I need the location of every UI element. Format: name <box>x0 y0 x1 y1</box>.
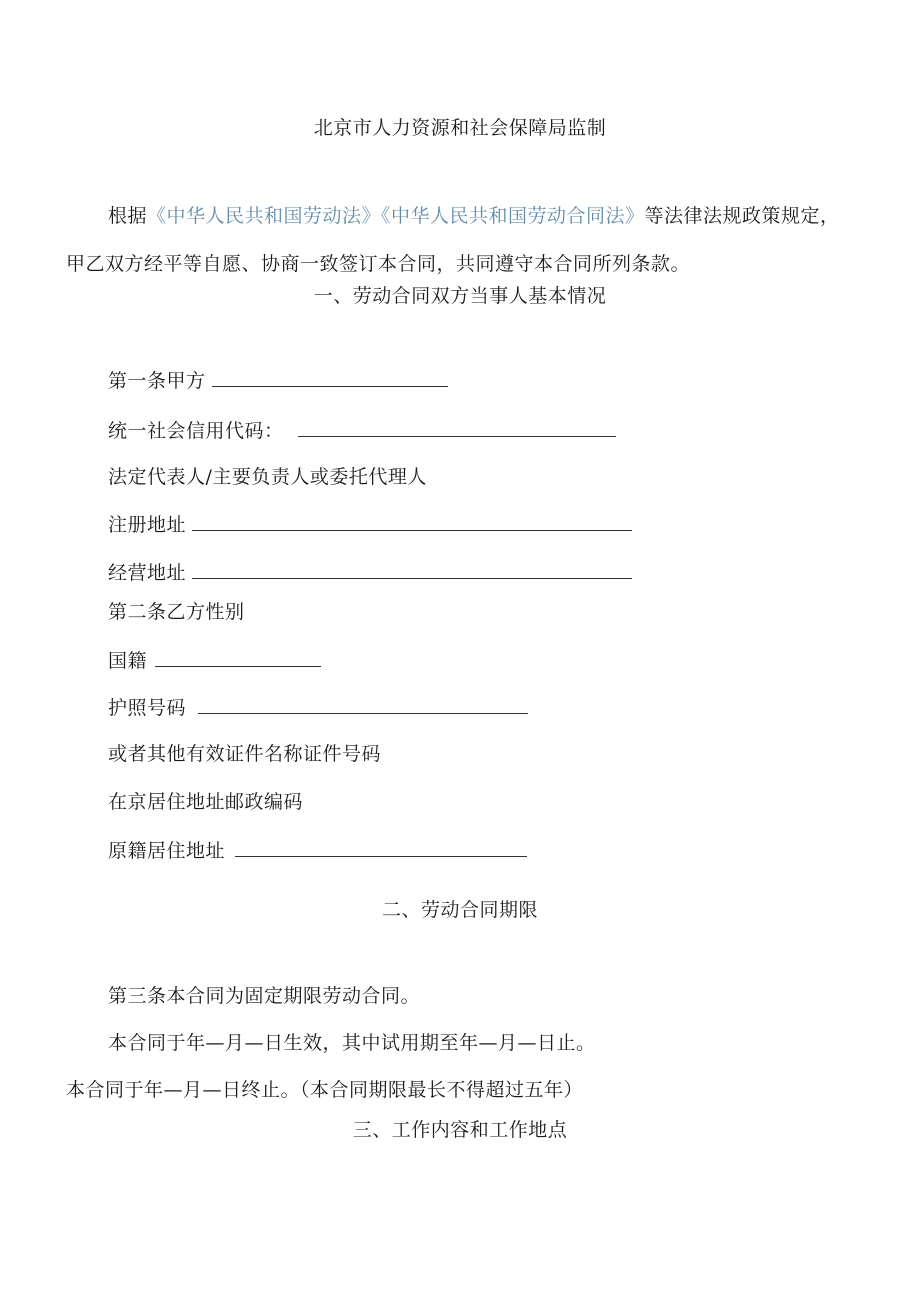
nationality-label: 国籍 <box>108 650 148 672</box>
reg-address-label: 注册地址 <box>108 514 187 536</box>
reg-address-blank[interactable] <box>192 512 632 531</box>
article-3: 第三条本合同为固定期限劳动合同。 <box>108 985 421 1007</box>
credit-code-blank[interactable] <box>298 418 616 437</box>
supervisor-header: 北京市人力资源和社会保障局监制 <box>313 117 607 139</box>
termination-date-line: 本合同于年—月—日终止。（本合同期限最长不得超过五年） <box>66 1079 584 1101</box>
party-a-blank[interactable] <box>212 368 448 387</box>
other-id-label: 或者其他有效证件名称证件号码 <box>108 743 382 765</box>
section-2-title: 二、劳动合同期限 <box>381 899 538 921</box>
party-b-gender-label: 第二条乙方性别 <box>108 601 245 623</box>
origin-address-blank[interactable] <box>235 838 527 857</box>
beijing-address-label: 在京居住地址邮政编码 <box>108 791 304 813</box>
section-3-title: 三、工作内容和工作地点 <box>352 1119 568 1141</box>
labor-law-link: 《中华人民共和国劳动法》 <box>147 205 382 227</box>
preamble-line-2: 甲乙双方经平等自愿、协商一致签订本合同，共同遵守本合同所列条款。 <box>66 253 691 275</box>
biz-address-label: 经营地址 <box>108 562 187 584</box>
nationality-row <box>108 648 321 673</box>
preamble-suffix: 等法律法规政策规定， <box>644 205 840 227</box>
passport-blank[interactable] <box>198 695 528 714</box>
nationality-blank[interactable] <box>155 648 321 667</box>
labor-contract-law-link: 《中华人民共和国劳动合同法》 <box>381 205 645 227</box>
origin-address-label: 原籍居住地址 <box>108 840 226 862</box>
credit-code-label: 统一社会信用代码： <box>108 420 284 442</box>
party-a-label: 第一条甲方 <box>108 370 206 392</box>
party-a-row <box>108 368 448 393</box>
biz-address-row <box>108 560 632 585</box>
reg-address-row <box>108 512 632 537</box>
passport-row <box>108 695 528 720</box>
section-1-title: 一、劳动合同双方当事人基本情况 <box>313 285 607 307</box>
biz-address-blank[interactable] <box>192 560 632 579</box>
effective-date-line: 本合同于年—月—日生效，其中试用期至年—月—日止。 <box>108 1032 596 1054</box>
passport-label: 护照号码 <box>108 697 187 719</box>
preamble-line-1 <box>108 204 840 228</box>
credit-code-row <box>108 418 616 443</box>
preamble-prefix: 根据 <box>108 205 148 227</box>
origin-address-row <box>108 838 527 863</box>
representative-label: 法定代表人/主要负责人或委托代理人 <box>108 466 427 488</box>
